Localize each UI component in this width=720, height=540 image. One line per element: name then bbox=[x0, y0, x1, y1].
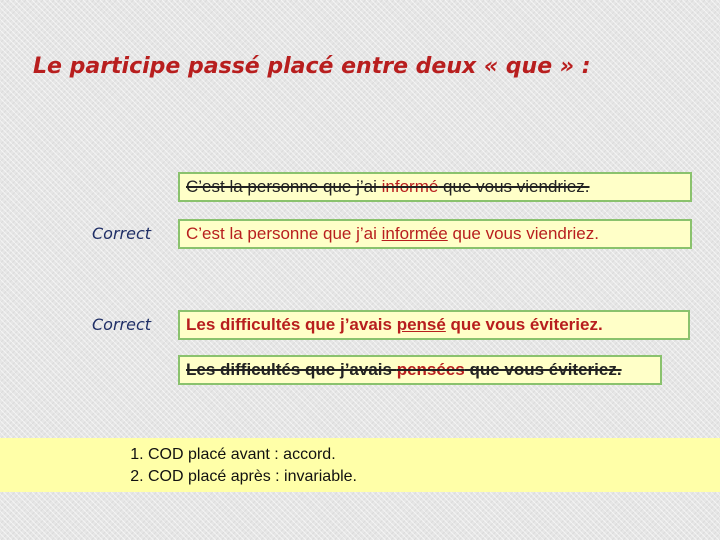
example-4-incorrect bbox=[178, 355, 662, 385]
example-3-after: que vous éviteriez. bbox=[445, 315, 603, 334]
example-2-after: que vous viendriez. bbox=[447, 224, 599, 243]
example-1-participle: informé bbox=[381, 177, 439, 196]
example-1-before: C’est la personne que j’ai bbox=[186, 177, 382, 196]
example-4-participle: pensées bbox=[396, 360, 465, 379]
example-2-before: C’est la personne que j’ai bbox=[186, 224, 382, 243]
example-3-before: Les difficultés que j’avais bbox=[186, 315, 397, 334]
rule-item-1: 1. COD placé avant : accord. bbox=[148, 444, 720, 466]
slide-title: Le participe passé placé entre deux « que » : bbox=[33, 54, 591, 79]
rules-list bbox=[0, 438, 720, 488]
example-3-correct bbox=[178, 310, 690, 340]
rule-item-2: 2. COD placé après : invariable. bbox=[148, 466, 720, 488]
example-4-after: que vous éviteriez. bbox=[464, 360, 622, 379]
example-4-before: Les difficultés que j’avais bbox=[186, 360, 397, 379]
example-1-after: que vous viendriez. bbox=[438, 177, 590, 196]
example-1-text bbox=[186, 177, 590, 196]
example-1-incorrect bbox=[178, 172, 692, 202]
rules-panel bbox=[0, 438, 720, 492]
correct-label-1: Correct bbox=[92, 224, 152, 243]
example-4-text bbox=[186, 360, 622, 379]
correct-label-2: Correct bbox=[92, 315, 152, 334]
example-2-participle: informée bbox=[381, 224, 448, 243]
example-2-correct bbox=[178, 219, 692, 249]
example-3-participle: pensé bbox=[396, 315, 446, 334]
